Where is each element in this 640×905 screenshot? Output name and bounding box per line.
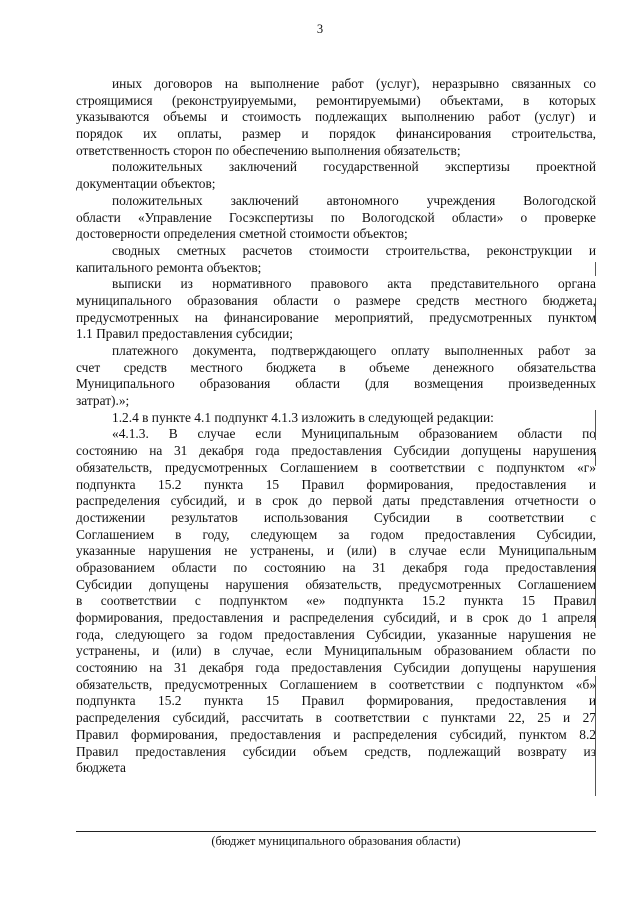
text-line: указываются объемы и стоимость подлежащих выполнению работ (услуг) и (76, 109, 596, 125)
text-line: предусмотренных на финансирование мероприятий, предусмотренных пунктом (76, 309, 596, 325)
text-line: ответственность сторон по обеспечению выполнения обязательств; (76, 142, 461, 158)
text-line: муниципального образования области о размере средств местного бюджета, (76, 292, 596, 308)
footer-rule (76, 831, 596, 832)
text-line: порядок их оплаты, размер и порядок финансирования строительства, (76, 126, 596, 142)
text-line: сводных сметных расчетов стоимости строительства, реконструкции и (112, 242, 596, 258)
margin-mark (595, 262, 596, 276)
margin-mark (595, 676, 596, 796)
text-line: года, следующего за годом предоставления Субсидии, указанные нарушения не (76, 626, 596, 642)
text-line: достижении результатов использования Субсидии в соответствии с (76, 509, 596, 525)
text-line: 1.1 Правил предоставления субсидии; (76, 326, 293, 342)
text-line: устранены, и (или) в случае, если Муниципальным образованием области по (76, 643, 596, 659)
text-line: иных договоров на выполнение работ (услуг), неразрывно связанных со (112, 76, 596, 91)
text-line: «4.1.3. В случае если Муниципальным образованием области по (112, 426, 596, 442)
text-line: указанные нарушения не устранены, и (или) в случае если Муниципальным (76, 543, 596, 559)
text-line: капитального ремонта объектов; (76, 259, 262, 275)
margin-mark (595, 452, 596, 466)
text-line: достоверности определения сметной стоимости объектов; (76, 226, 408, 242)
text-line: распределения субсидий, рассчитать в соответствии с пунктами 22, 25 и 27 (76, 710, 596, 726)
text-line: состоянию на 31 декабря года предоставления Субсидии допущены нарушения (76, 443, 596, 459)
footer-note: (бюджет муниципального образования области) (211, 834, 461, 848)
margin-mark (595, 298, 596, 324)
text-line: Субсидии допущены нарушения обязательств, предусмотренных Соглашением (76, 576, 596, 592)
text-line: строящимися (реконструируемыми, ремонтируемыми) объектами, в которых (76, 92, 596, 108)
text-line: образованием области по состоянию на 31 декабря года предоставления (76, 559, 596, 575)
text-line: обязательств, предусмотренных Соглашением в соответствии с подпунктом «б» (76, 676, 596, 692)
text-line: в соответствии с подпунктом «е» подпункта 15.2 пункта 15 Правил (76, 593, 596, 609)
text-line: формирования, предоставления и распределения субсидий, и в срок до 1 апреля (76, 610, 596, 625)
text-line: обязательств, предусмотренных Соглашением в соответствии с подпунктом «г» (76, 459, 596, 475)
text-line: Муниципального образования области (для возмещения произведенных (76, 376, 596, 392)
text-line: Правил формирования, предоставления и распределения субсидий, пунктом 8.2 (76, 726, 596, 742)
text-line: затрат).»; (76, 393, 130, 409)
text-line: 1.2.4 в пункте 4.1 подпункт 4.1.3 изложить в следующей редакции: (112, 409, 494, 425)
document-body (76, 76, 596, 777)
text-line: бюджета (76, 760, 126, 776)
margin-mark (595, 410, 596, 440)
text-line: подпункта 15.2 пункта 15 Правил формирования, предоставления и (76, 476, 596, 492)
text-line: распределения субсидий, и в срок до первой даты представления отчетности о (76, 493, 596, 509)
text-line: подпункта 15.2 пункта 15 Правил формирования, предоставления и (76, 693, 596, 709)
page-number: 3 (316, 22, 324, 36)
text-line: положительных заключений автономного учреждения Вологодской (112, 192, 596, 208)
text-line: положительных заключений государственной экспертизы проектной (112, 159, 596, 175)
text-line: счет средств местного бюджета в объеме денежного обязательства (76, 359, 596, 375)
text-line: Правил предоставления субсидии объем средств, подлежащий возврату из (76, 743, 596, 759)
margin-mark (595, 548, 596, 628)
text-line: состоянию на 31 декабря года предоставления Субсидии допущены нарушения (76, 660, 596, 676)
text-line: выписки из нормативного правового акта представительного органа (112, 276, 596, 292)
text-line: Соглашением в году, следующем за годом предоставления Субсидии, (76, 526, 596, 542)
text-line: документации объектов; (76, 176, 216, 192)
text-line: области «Управление Госэкспертизы по Вологодской области» о проверке (76, 209, 596, 225)
text-line: платежного документа, подтверждающего оплату выполненных работ за (112, 343, 596, 358)
